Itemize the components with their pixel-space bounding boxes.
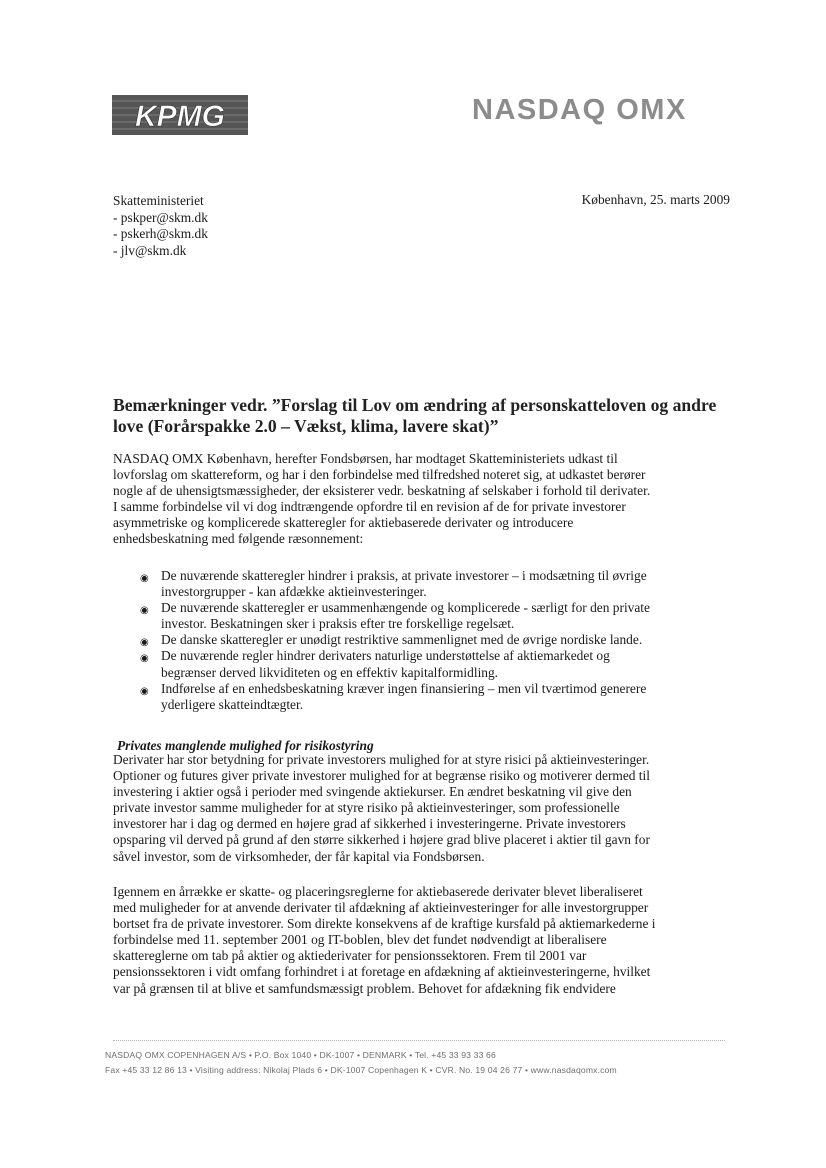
text-line: private investor samme muligheder for at styre risiko på aktieinvesteringer, som professionelle bbox=[113, 800, 620, 816]
text-line: forbindelse med 11. september 2001 og IT-boblen, blev det fundet nødvendigt at liberalisere bbox=[113, 932, 607, 948]
letter-date: København, 25. marts 2009 bbox=[581, 192, 730, 207]
text-line: investor. Beskatningen sker i praksis efter tre forskellige regelsæt. bbox=[161, 616, 515, 632]
bullet-icon: ◉ bbox=[140, 685, 149, 697]
footer-contact: Fax +45 33 12 86 13 • Visiting address: Nikolaj Plads 6 • DK-1007 Copenhagen K • CVR. No. 19 04 26 77 • www.nasdaqomx.com bbox=[105, 1065, 617, 1075]
text-line: De nuværende skatteregler er usammenhængende og komplicerede - særligt for den private bbox=[161, 600, 650, 616]
svg-text:NASDAQ OMX: NASDAQ OMX bbox=[472, 94, 687, 125]
text-line: investorgrupper - kan afdække aktieinvesteringer. bbox=[161, 584, 427, 600]
text-line: De nuværende regler hindrer derivaters naturlige understøttelse af aktiemarkedet og bbox=[161, 648, 610, 664]
section-heading: Privates manglende mulighed for risikostyring bbox=[117, 738, 374, 753]
recipient-email: - pskerh@skm.dk bbox=[113, 226, 208, 241]
recipient-email: - pskper@skm.dk bbox=[113, 209, 208, 225]
text-line: investorer har i dag og dermed en højere grad af sikkerhed i investeringerne. Private investorers bbox=[113, 816, 626, 832]
list-item bbox=[113, 600, 650, 632]
footer-divider bbox=[113, 1040, 725, 1041]
list-item bbox=[113, 648, 650, 680]
text-line: bortset fra de private investorer. Som direkte konsekvens af de kraftige kursfald på aktiemarkederne i bbox=[113, 916, 656, 932]
kpmg-logo bbox=[112, 95, 248, 135]
text-line: NASDAQ OMX København, herefter Fondsbørsen, har modtaget Skatteministeriets udkast til bbox=[113, 451, 618, 466]
text-line: pensionssektoren i vidt omfang forhindret i at foretage en afdækning af aktieinvesteringerne, hvilket bbox=[113, 964, 651, 980]
text-line: nogle af de uhensigtsmæssigheder, der eksisterer vedr. beskatning af selskaber i forhold til derivater. bbox=[113, 483, 651, 499]
text-line: De danske skatteregler er unødigt restriktive sammenlignet med de øvrige nordiske lande. bbox=[161, 632, 643, 648]
text-line: asymmetriske og komplicerede skatteregler for aktiebaserede derivater og introducere bbox=[113, 515, 574, 531]
text-line: investering i aktier også i perioder med svingende aktiekurser. En ændret beskatning vil give den bbox=[113, 784, 632, 800]
text-line: De nuværende skatteregler hindrer i praksis, at private investorer – i modsætning til øvrige bbox=[161, 568, 647, 583]
text-line: skattereglerne om tab på aktier og aktiederivater for pensionssektoren. Frem til 2001 var bbox=[113, 948, 587, 964]
recipient-email: - jlv@skm.dk bbox=[113, 242, 187, 258]
svg-text:KPMG: KPMG bbox=[135, 100, 225, 133]
body-paragraph bbox=[113, 884, 656, 997]
text-line: begrænser derved likviditeten og en effektiv kapitalformidling. bbox=[161, 664, 499, 680]
list-item bbox=[113, 568, 650, 600]
text-line: Indførelse af en enhedsbeskatning kræver ingen finansiering – men vil tværtimod generere bbox=[161, 680, 647, 696]
nasdaq-omx-logo bbox=[472, 93, 742, 125]
argument-list bbox=[113, 568, 650, 713]
recipient-name: Skatteministeriet bbox=[113, 193, 204, 208]
bullet-icon: ◉ bbox=[140, 573, 149, 584]
footer-address: NASDAQ OMX COPENHAGEN A/S • P.O. Box 1040 • DK-1007 • DENMARK • Tel. +45 33 93 33 66 bbox=[105, 1050, 496, 1060]
text-line: opsparing vil derved på grund af den større sikkerhed i højere grad blive placeret i aktier til gavn for bbox=[113, 832, 650, 848]
text-line: I samme forbindelse vil vi dog indtrængende opfordre til en revision af de for private investorer bbox=[113, 499, 626, 515]
document-title: Bemærkninger vedr. ”Forslag til Lov om ændring af personskatteloven og andre love (Forårspakke 2.0 – Vækst, klima, lavere skat)” bbox=[113, 395, 717, 436]
text-line: var på grænsen til at blive et samfundsmæssigt problem. Behovet for afdækning fik endvidere bbox=[113, 980, 616, 996]
text-line: Igennem en årrække er skatte- og placeringsreglerne for aktiebaserede derivater blevet liberaliseret bbox=[113, 884, 643, 899]
intro-paragraph bbox=[113, 451, 650, 548]
text-line: lovforslag om skattereform, og har i den forbindelse med tilfredshed noteret sig, at udkastet berører bbox=[113, 467, 646, 483]
bullet-icon: ◉ bbox=[140, 605, 149, 617]
bullet-icon: ◉ bbox=[140, 653, 149, 665]
list-item bbox=[113, 632, 650, 648]
text-line: yderligere skatteindtægter. bbox=[161, 696, 304, 712]
body-paragraph bbox=[113, 752, 650, 865]
text-line: såvel investor, som de virksomheder, der får kapital via Fondsbørsen. bbox=[113, 848, 485, 864]
recipient-block bbox=[113, 193, 208, 259]
text-line: Derivater har stor betydning for private investorers mulighed for at styre risici på aktieinvesteringer. bbox=[113, 752, 650, 767]
text-line: enhedsbeskatning med følgende ræsonnement: bbox=[113, 531, 364, 547]
text-line: med muligheder for at anvende derivater til afdækning af aktieinvesteringer for alle investorgrupper bbox=[113, 900, 649, 916]
text-line: Optioner og futures giver private investorer mulighed for at begrænse risiko og motiverer dermed til bbox=[113, 768, 650, 784]
list-item bbox=[113, 681, 650, 713]
bullet-icon: ◉ bbox=[140, 637, 149, 649]
